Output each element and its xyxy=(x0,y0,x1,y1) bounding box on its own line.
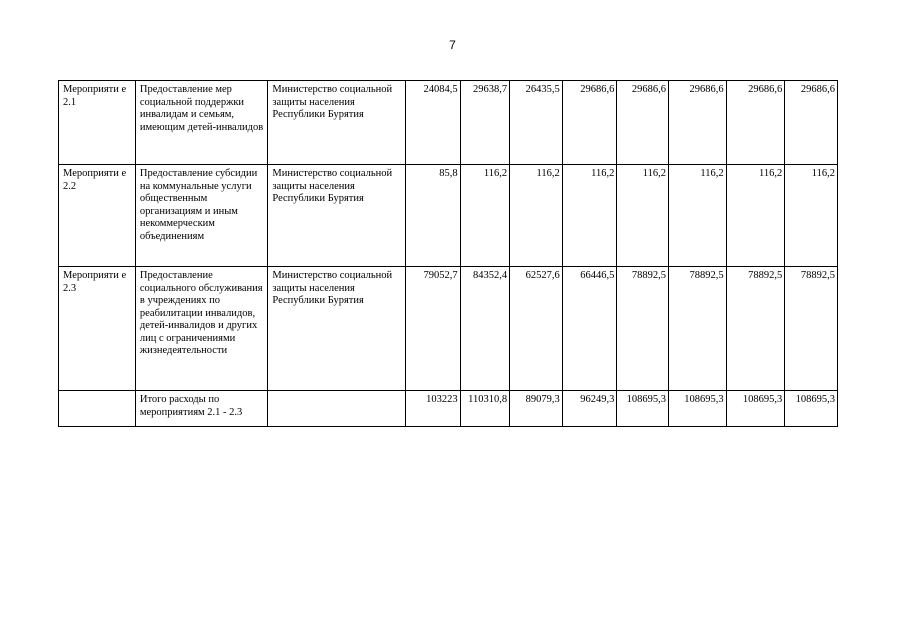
value-cell: 79052,7 xyxy=(405,267,460,391)
expenditure-table xyxy=(58,80,838,427)
total-row xyxy=(59,391,838,427)
value-cell: 116,2 xyxy=(668,165,726,267)
value-cell: 116,2 xyxy=(460,165,510,267)
total-label-cell: Итого расходы по мероприятиям 2.1 - 2.3 xyxy=(135,391,268,427)
event-code-cell xyxy=(59,391,136,427)
value-cell: 29686,6 xyxy=(668,81,726,165)
event-code-cell: Мероприяти е 2.2 xyxy=(59,165,136,267)
executor-cell: Министерство социальной защиты населения Республики Бурятия xyxy=(268,267,406,391)
executor-cell xyxy=(268,391,406,427)
total-value-cell: 103223 xyxy=(405,391,460,427)
value-cell: 84352,4 xyxy=(460,267,510,391)
page-number: 7 xyxy=(449,38,456,52)
table-row xyxy=(59,81,838,165)
total-value-cell: 108695,3 xyxy=(726,391,785,427)
event-name-cell: Предоставление субсидии на коммунальные услуги общественным организациям и иным некоммерческим объединениям xyxy=(135,165,268,267)
event-name-cell: Предоставление социального обслуживания в учреждениях по реабилитации инвалидов, детей-инвалидов и других лиц с ограничениями жизнедеятельности xyxy=(135,267,268,391)
value-cell: 24084,5 xyxy=(405,81,460,165)
value-cell: 116,2 xyxy=(510,165,563,267)
total-value-cell: 110310,8 xyxy=(460,391,510,427)
value-cell: 116,2 xyxy=(562,165,617,267)
total-value-cell: 96249,3 xyxy=(562,391,617,427)
event-code-cell: Мероприяти е 2.1 xyxy=(59,81,136,165)
total-value-cell: 89079,3 xyxy=(510,391,563,427)
value-cell: 116,2 xyxy=(785,165,838,267)
executor-cell: Министерство социальной защиты населения Республики Бурятия xyxy=(268,165,406,267)
value-cell: 62527,6 xyxy=(510,267,563,391)
total-value-cell: 108695,3 xyxy=(785,391,838,427)
event-code-cell: Мероприяти е 2.3 xyxy=(59,267,136,391)
value-cell: 29686,6 xyxy=(785,81,838,165)
total-value-cell: 108695,3 xyxy=(668,391,726,427)
event-name-cell: Предоставление мер социальной поддержки инвалидам и семьям, имеющим детей-инвалидов xyxy=(135,81,268,165)
value-cell: 66446,5 xyxy=(562,267,617,391)
value-cell: 78892,5 xyxy=(617,267,669,391)
executor-cell: Министерство социальной защиты населения Республики Бурятия xyxy=(268,81,406,165)
value-cell: 26435,5 xyxy=(510,81,563,165)
value-cell: 78892,5 xyxy=(785,267,838,391)
total-value-cell: 108695,3 xyxy=(617,391,669,427)
value-cell: 29686,6 xyxy=(562,81,617,165)
value-cell: 78892,5 xyxy=(668,267,726,391)
value-cell: 29638,7 xyxy=(460,81,510,165)
table-row xyxy=(59,165,838,267)
value-cell: 29686,6 xyxy=(617,81,669,165)
value-cell: 78892,5 xyxy=(726,267,785,391)
value-cell: 116,2 xyxy=(726,165,785,267)
value-cell: 29686,6 xyxy=(726,81,785,165)
value-cell: 85,8 xyxy=(405,165,460,267)
value-cell: 116,2 xyxy=(617,165,669,267)
table-row xyxy=(59,267,838,391)
